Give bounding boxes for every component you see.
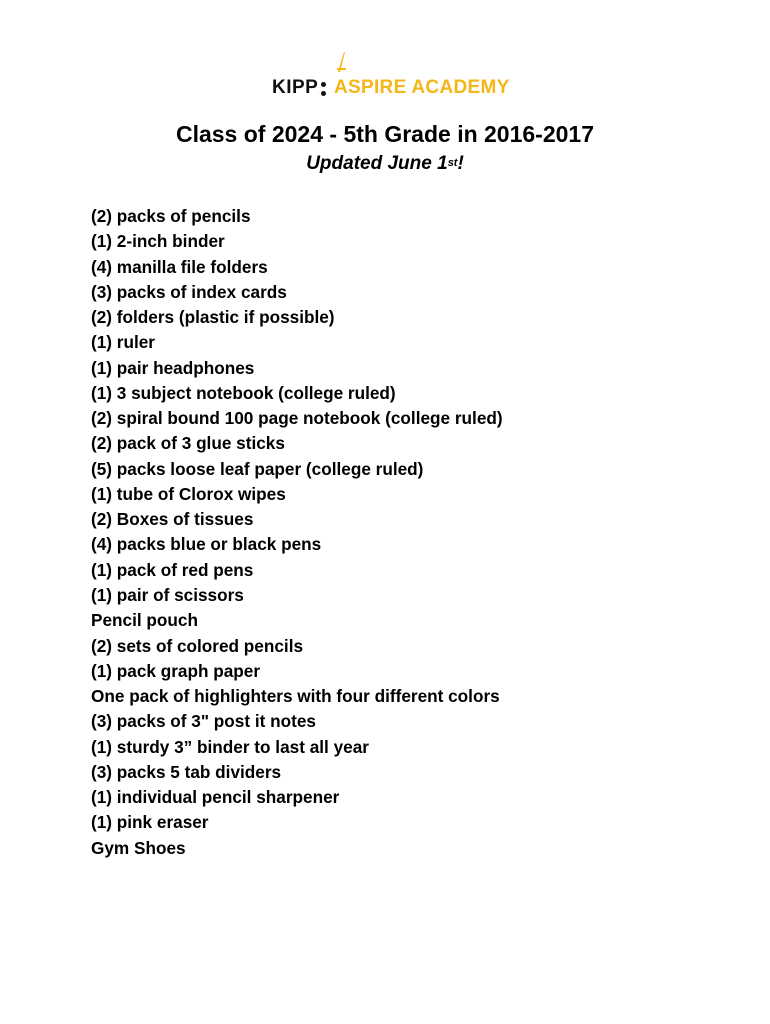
supply-list (91, 204, 503, 861)
supply-item: (3) packs 5 tab dividers (91, 761, 282, 782)
logo-aspire-text: ASPIRE ACADEMY (334, 77, 510, 98)
supply-item: (2) sets of colored pencils (91, 635, 304, 656)
supply-item: (1) ruler (91, 332, 155, 353)
supply-item: (1) pink eraser (91, 812, 209, 833)
logo-colon-top (321, 82, 326, 87)
supply-item: Pencil pouch (91, 610, 198, 631)
supply-item: (2) packs of pencils (91, 206, 251, 226)
supply-item: One pack of highlighters with four different colors (91, 686, 500, 707)
supply-item: (2) folders (plastic if possible) (91, 307, 335, 328)
supply-item: (1) pair of scissors (91, 584, 244, 605)
supply-item: (1) 2-inch binder (91, 231, 225, 252)
kipp-aspire-logo (272, 50, 510, 100)
supply-item: (1) pack graph paper (91, 660, 261, 681)
page-subtitle (0, 151, 770, 177)
logo-triangle-icon (335, 50, 347, 74)
supply-item: (3) packs of index cards (91, 281, 287, 302)
supply-item: (2) pack of 3 glue sticks (91, 433, 285, 454)
supply-item: (2) spiral bound 100 page notebook (college ruled) (91, 408, 503, 429)
supply-item: (1) 3 subject notebook (college ruled) (91, 382, 396, 403)
supply-item: (1) pack of red pens (91, 559, 254, 580)
supply-item: (5) packs loose leaf paper (college ruled) (91, 458, 424, 479)
subtitle-exclamation: ! (457, 153, 464, 174)
supply-item: (4) packs blue or black pens (91, 534, 322, 555)
supply-item: (1) pair headphones (91, 357, 255, 378)
logo-colon-bottom (321, 91, 326, 96)
supply-item: (1) individual pencil sharpener (91, 787, 340, 808)
subtitle-superscript: st (447, 157, 458, 169)
logo-kipp-text: KIPP (272, 77, 319, 98)
supply-item: (2) Boxes of tissues (91, 509, 254, 530)
supply-item: (3) packs of 3" post it notes (91, 711, 316, 732)
supply-item: Gym Shoes (91, 837, 186, 858)
supply-item: (1) sturdy 3” binder to last all year (91, 736, 369, 757)
subtitle-text: Updated June 1 (306, 153, 448, 174)
supply-item: (4) manilla file folders (91, 256, 268, 277)
page-title: Class of 2024 - 5th Grade in 2016-2017 (175, 121, 595, 147)
supply-item: (1) tube of Clorox wipes (91, 483, 286, 504)
